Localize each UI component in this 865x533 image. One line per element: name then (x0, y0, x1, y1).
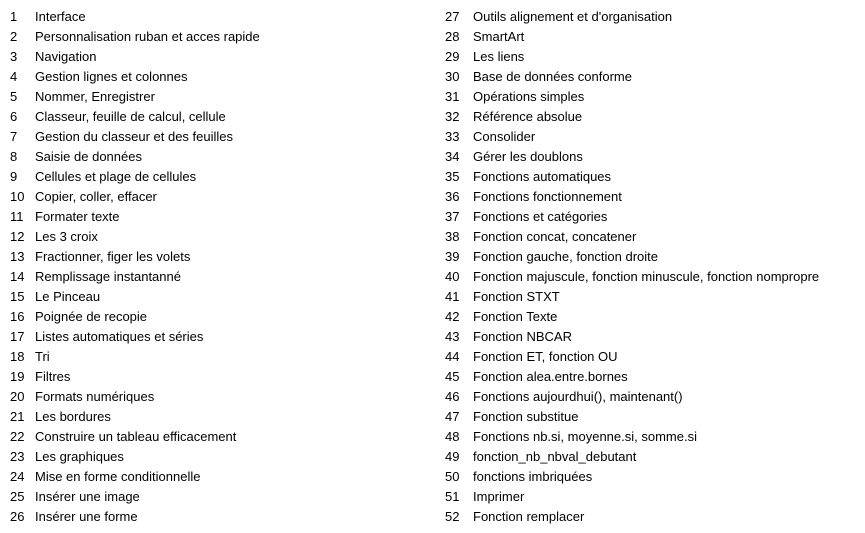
item-label: Fonction NBCAR (473, 329, 572, 344)
item-number: 34 (445, 149, 460, 164)
list-item (438, 87, 865, 107)
list-item (0, 247, 420, 267)
list-item (438, 67, 865, 87)
item-label: Les graphiques (35, 449, 124, 464)
item-label: SmartArt (473, 29, 525, 44)
list-item (438, 467, 865, 487)
item-label: Opérations simples (473, 89, 585, 104)
item-label: Insérer une forme (35, 509, 138, 524)
item-label: Filtres (35, 369, 71, 384)
list-item (438, 307, 865, 327)
item-label: Fonction majuscule, fonction minuscule, fonction nompropre (473, 269, 820, 284)
list-item (0, 87, 420, 107)
list-item (438, 387, 865, 407)
item-number: 3 (10, 49, 18, 64)
item-label: Gestion du classeur et des feuilles (35, 129, 233, 144)
item-number: 21 (10, 409, 25, 424)
item-number: 43 (445, 329, 460, 344)
item-label: Fonction remplacer (473, 509, 585, 524)
list-item (0, 507, 420, 527)
list-item (0, 427, 420, 447)
item-number: 42 (445, 309, 460, 324)
list-item (0, 227, 420, 247)
item-label: Les liens (473, 49, 525, 64)
item-number: 10 (10, 189, 25, 204)
item-label: Fonction alea.entre.bornes (473, 369, 628, 384)
item-label: Copier, coller, effacer (35, 189, 157, 204)
list-item (0, 127, 420, 147)
item-label: Fractionner, figer les volets (35, 249, 191, 264)
list-item (438, 207, 865, 227)
item-label: Fonctions aujourdhui(), maintenant() (473, 389, 683, 404)
item-label: Gérer les doublons (473, 149, 583, 164)
item-label: Construire un tableau efficacement (35, 429, 237, 444)
item-label: Remplissage instantanné (35, 269, 181, 284)
list-item (0, 27, 420, 47)
list-item (0, 167, 420, 187)
item-label: Insérer une image (35, 489, 140, 504)
item-label: Fonction substitue (473, 409, 579, 424)
lesson-list-left (0, 7, 420, 527)
item-number: 4 (10, 69, 18, 84)
list-item (438, 27, 865, 47)
item-number: 28 (445, 29, 460, 44)
list-item (438, 327, 865, 347)
list-item (0, 47, 420, 67)
item-label: Fonctions fonctionnement (473, 189, 622, 204)
list-item (438, 147, 865, 167)
item-number: 44 (445, 349, 460, 364)
item-label: Cellules et plage de cellules (35, 169, 197, 184)
list-item (438, 367, 865, 387)
item-label: Listes automatiques et séries (35, 329, 204, 344)
item-number: 2 (10, 29, 18, 44)
list-item (438, 347, 865, 367)
list-item (0, 447, 420, 467)
item-label: Le Pinceau (35, 289, 101, 304)
list-item (438, 7, 865, 27)
item-label: fonctions imbriquées (473, 469, 593, 484)
item-label: Gestion lignes et colonnes (35, 69, 188, 84)
item-label: Outils alignement et d'organisation (473, 9, 673, 24)
item-number: 12 (10, 229, 25, 244)
item-label: Imprimer (473, 489, 525, 504)
item-number: 1 (10, 9, 18, 24)
list-item (0, 107, 420, 127)
item-number: 5 (10, 89, 18, 104)
list-item (0, 207, 420, 227)
list-item (438, 447, 865, 467)
item-number: 52 (445, 509, 460, 524)
item-number: 33 (445, 129, 460, 144)
list-item (438, 247, 865, 267)
list-item (0, 467, 420, 487)
item-number: 23 (10, 449, 25, 464)
list-item (438, 187, 865, 207)
item-number: 38 (445, 229, 460, 244)
item-number: 7 (10, 129, 18, 144)
item-number: 31 (445, 89, 460, 104)
item-label: Fonctions nb.si, moyenne.si, somme.si (473, 429, 697, 444)
list-item (0, 487, 420, 507)
item-label: Base de données conforme (473, 69, 632, 84)
item-number: 26 (10, 509, 25, 524)
list-item (438, 287, 865, 307)
list-item (438, 507, 865, 527)
item-number: 37 (445, 209, 460, 224)
list-item (0, 367, 420, 387)
list-item (0, 147, 420, 167)
item-label: Fonctions et catégories (473, 209, 608, 224)
item-number: 6 (10, 109, 18, 124)
list-item (0, 327, 420, 347)
item-label: Fonction Texte (473, 309, 558, 324)
item-number: 50 (445, 469, 460, 484)
item-number: 41 (445, 289, 460, 304)
item-number: 19 (10, 369, 25, 384)
item-number: 39 (445, 249, 460, 264)
item-number: 15 (10, 289, 25, 304)
item-label: Fonctions automatiques (473, 169, 612, 184)
list-item (0, 7, 420, 27)
item-label: Fonction STXT (473, 289, 560, 304)
item-number: 35 (445, 169, 460, 184)
lesson-list-right (438, 7, 865, 527)
item-number: 49 (445, 449, 460, 464)
item-label: Les bordures (35, 409, 111, 424)
item-number: 14 (10, 269, 25, 284)
item-label: Formater texte (35, 209, 120, 224)
item-number: 24 (10, 469, 25, 484)
item-label: Tri (35, 349, 50, 364)
item-label: Mise en forme conditionnelle (35, 469, 201, 484)
list-item (0, 267, 420, 287)
item-number: 25 (10, 489, 25, 504)
list-item (0, 387, 420, 407)
list-item (438, 107, 865, 127)
item-number: 17 (10, 329, 25, 344)
item-label: Référence absolue (473, 109, 583, 124)
item-label: Personnalisation ruban et acces rapide (35, 29, 260, 44)
item-number: 11 (10, 209, 24, 224)
item-label: Classeur, feuille de calcul, cellule (35, 109, 226, 124)
list-item (438, 267, 865, 287)
list-item (0, 287, 420, 307)
item-number: 18 (10, 349, 25, 364)
item-number: 22 (10, 429, 25, 444)
item-label: Saisie de données (35, 149, 142, 164)
item-label: Fonction gauche, fonction droite (473, 249, 659, 264)
list-item (438, 407, 865, 427)
item-number: 32 (445, 109, 460, 124)
item-label: Consolider (473, 129, 536, 144)
item-label: Fonction ET, fonction OU (473, 349, 618, 364)
list-item (438, 167, 865, 187)
item-number: 13 (10, 249, 25, 264)
list-item (438, 227, 865, 247)
item-number: 9 (10, 169, 18, 184)
item-label: Poignée de recopie (35, 309, 148, 324)
item-label: Fonction concat, concatener (473, 229, 637, 244)
item-number: 27 (445, 9, 460, 24)
item-number: 40 (445, 269, 460, 284)
item-number: 48 (445, 429, 460, 444)
list-item (438, 427, 865, 447)
list-item (0, 307, 420, 327)
list-item (438, 127, 865, 147)
item-number: 47 (445, 409, 460, 424)
item-label: Navigation (35, 49, 97, 64)
item-number: 8 (10, 149, 18, 164)
item-label: Les 3 croix (35, 229, 98, 244)
list-item (0, 187, 420, 207)
list-item (438, 47, 865, 67)
item-number: 46 (445, 389, 460, 404)
item-label: Nommer, Enregistrer (35, 89, 155, 104)
item-number: 51 (445, 489, 460, 504)
item-label: Formats numériques (35, 389, 155, 404)
item-number: 36 (445, 189, 460, 204)
item-number: 45 (445, 369, 460, 384)
list-item (0, 407, 420, 427)
item-number: 16 (10, 309, 25, 324)
item-number: 20 (10, 389, 25, 404)
list-item (0, 67, 420, 87)
item-number: 29 (445, 49, 460, 64)
list-item (438, 487, 865, 507)
list-item (0, 347, 420, 367)
item-label: Interface (35, 9, 86, 24)
item-number: 30 (445, 69, 460, 84)
item-label: fonction_nb_nbval_debutant (473, 449, 637, 464)
